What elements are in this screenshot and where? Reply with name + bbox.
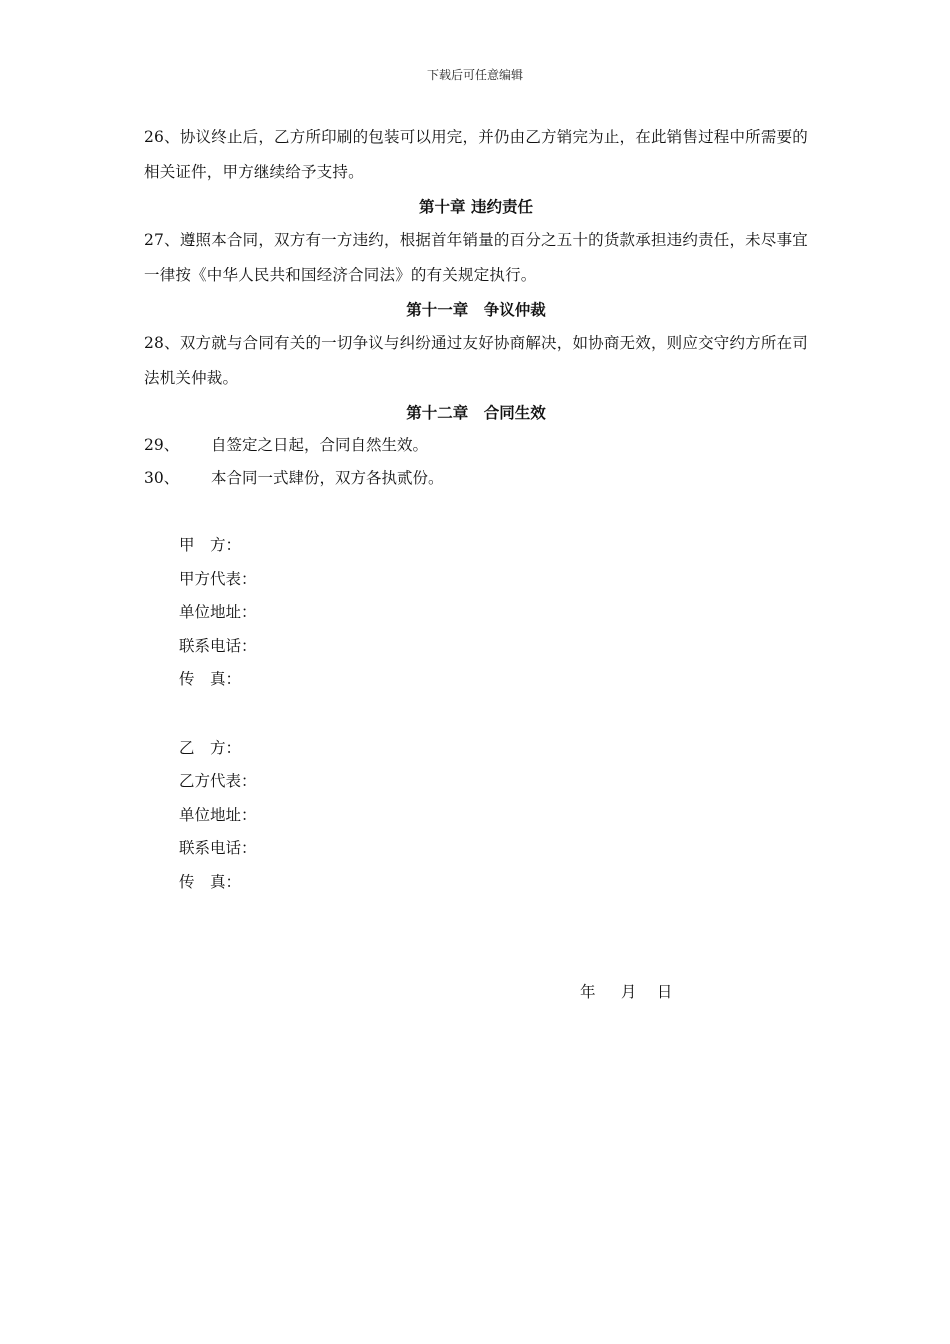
party-a-label: 甲 方：: [179, 536, 242, 554]
clause-27: 27、遵照本合同，双方有一方违约，根据首年销量的百分之五十的货款承担违约责任，未尽事宜一律按《中华人民共和国经济合同法》的有关规定执行。: [144, 231, 808, 284]
chapter-10-title: 第十章 违约责任: [419, 197, 533, 216]
date-month: 月: [620, 983, 637, 1001]
clause-29: [144, 429, 808, 462]
party-a-block: [179, 529, 808, 697]
date-year: 年: [580, 983, 596, 1001]
party-b-label: 乙 方：: [179, 738, 242, 757]
party-a-phone-label: 联系电话：: [179, 636, 257, 655]
clause-26: 26、协议终止后，乙方所印刷的包装可以用完，并仍由乙方销完为止，在此销售过程中所需要的相关证件，甲方继续给予支持。: [144, 128, 808, 181]
clause-30: [144, 462, 808, 495]
contract-body: [144, 120, 808, 899]
clause-29-text: 自签定之日起，合同自然生效。: [211, 436, 429, 454]
clause-30-text: 本合同一式肆份，双方各执贰份。: [211, 469, 444, 487]
party-b-rep-label: 乙方代表：: [179, 772, 257, 790]
clause-28: 28、双方就与合同有关的一切争议与纠纷通过友好协商解决，如协商无效，则应交守约方所在司法机关仲裁。: [144, 334, 808, 387]
party-b-address-label: 单位地址：: [179, 805, 257, 824]
date-day: 日: [656, 983, 673, 1001]
party-a-address-label: 单位地址：: [179, 603, 257, 621]
page-header-note: 下载后可任意编辑: [426, 68, 523, 82]
clause-30-number: 30、: [144, 469, 180, 487]
party-b-fax-label: 传 真：: [179, 872, 242, 891]
signing-date: [580, 980, 672, 1002]
party-a-fax-label: 传 真：: [179, 670, 242, 688]
clause-29-number: 29、: [144, 436, 180, 454]
chapter-12-title: 第十二章 合同生效: [406, 403, 546, 422]
party-b-block: [179, 732, 808, 900]
party-a-rep-label: 甲方代表：: [179, 569, 257, 588]
chapter-11-title: 第十一章 争议仲裁: [406, 300, 546, 319]
party-b-phone-label: 联系电话：: [179, 839, 257, 857]
